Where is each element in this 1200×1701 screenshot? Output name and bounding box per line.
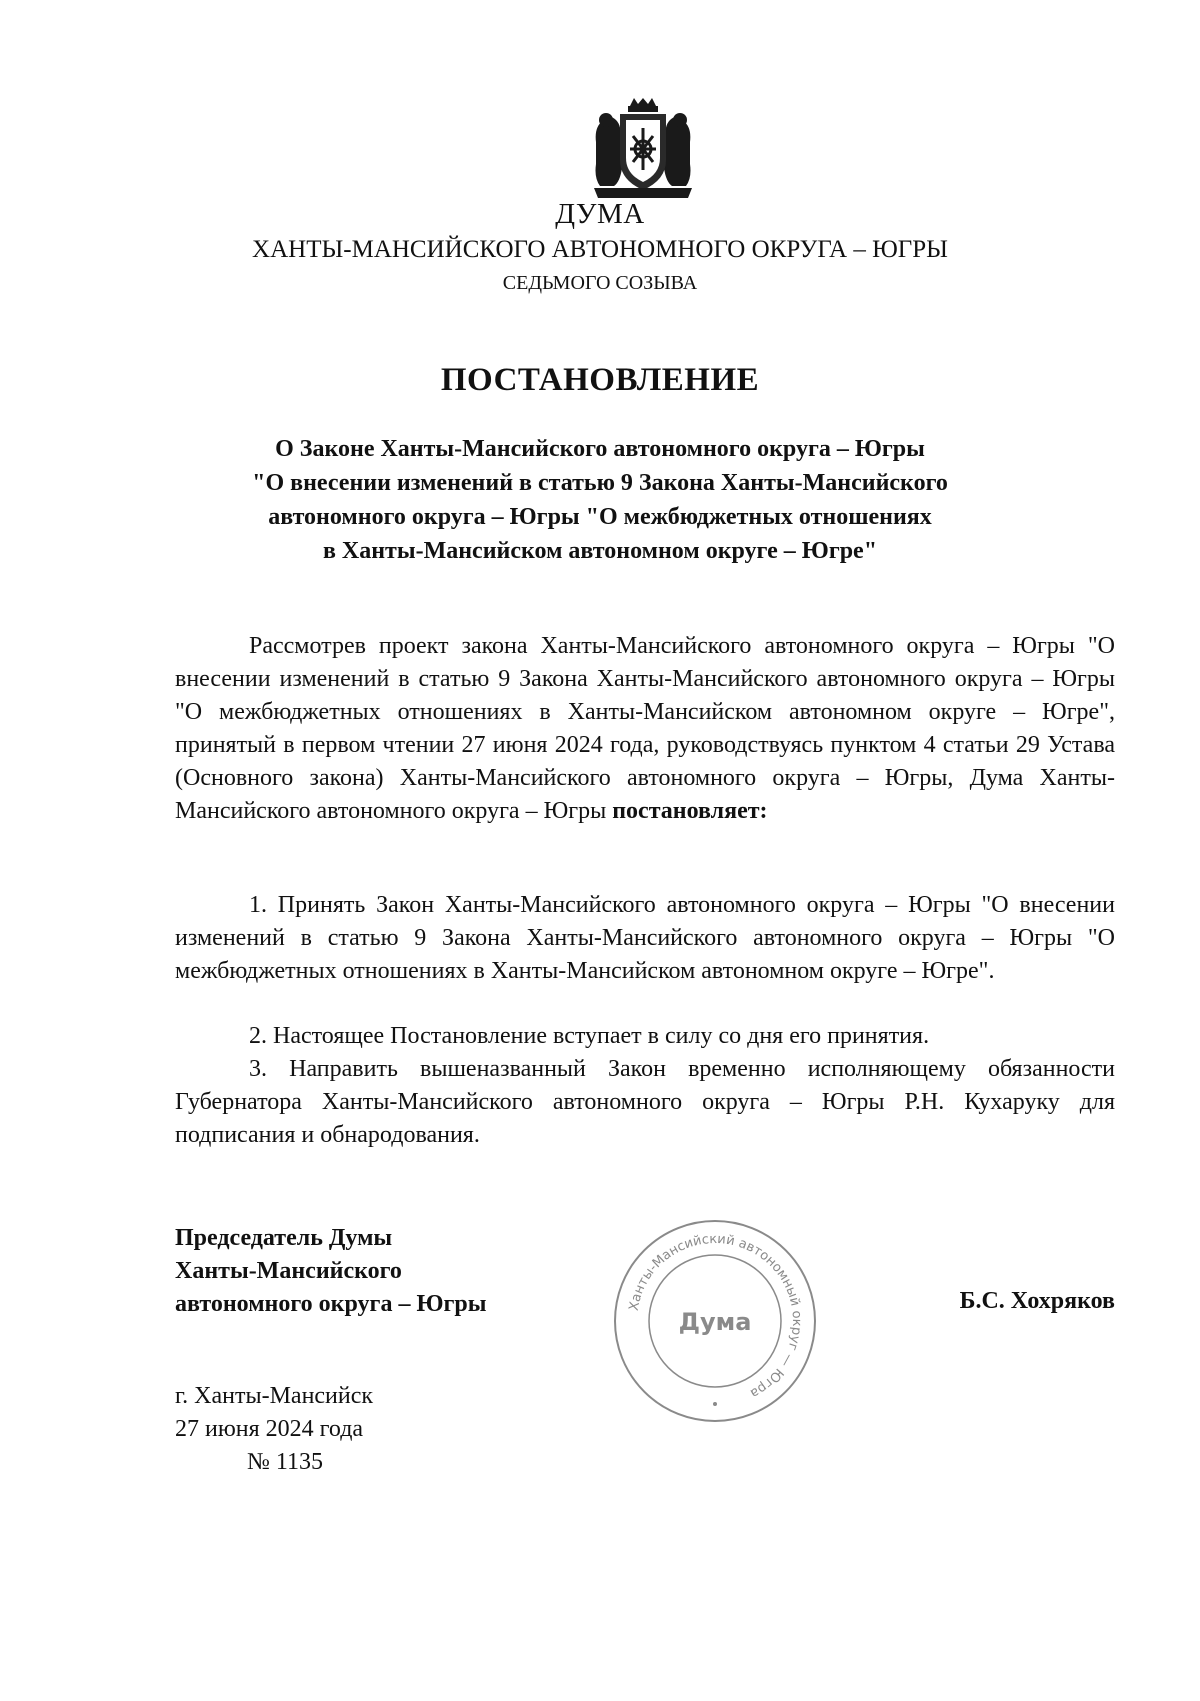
coat-of-arms-icon xyxy=(590,98,696,200)
document-number: № 1135 xyxy=(247,1449,324,1475)
seal-ring-text: Ханты-Мансийский автономный округ — Югра xyxy=(626,1231,805,1401)
place-date-block xyxy=(175,1380,373,1479)
convocation: СЕДЬМОГО СОЗЫВА xyxy=(502,272,698,294)
item-1: 1. Принять Закон Ханты-Мансийского автономного округа – Югры "О внесении изменений в статью 9 Закона Ханты-Мансийского автономного округа – Югры "О межбюджетных отношениях в Ханты-Мансийском автономном округе – Югре". xyxy=(175,892,1115,984)
signer-title-line: Ханты-Мансийского xyxy=(175,1258,402,1284)
item-2: 2. Настоящее Постановление вступает в силу со дня его принятия. xyxy=(249,1023,930,1049)
title-line: О Законе Ханты-Мансийского автономного округа – Югры xyxy=(275,436,925,462)
date: 27 июня 2024 года xyxy=(175,1416,364,1442)
preamble-paragraph xyxy=(175,630,1115,828)
resolves-word: постановляет: xyxy=(612,798,768,824)
signer-name: Б.С. Хохряков xyxy=(959,1288,1115,1314)
seal-center-text: Дума xyxy=(678,1308,752,1336)
org-full-name: ХАНТЫ-МАНСИЙСКОГО АВТОНОМНОГО ОКРУГА – ЮГРЫ xyxy=(252,236,948,263)
signer-title-line: Председатель Думы xyxy=(175,1225,393,1251)
org-short-name: ДУМА xyxy=(555,198,645,230)
preamble-text: Рассмотрев проект закона Ханты-Мансийского автономного округа – Югры "О внесении изменений в статью 9 Закона Ханты-Мансийского автономного округа – Югры "О межбюджетных отношениях в Ханты-Мансийском автономном округе – Югре", принятый в первом чтении 27 июня 2024 года, руководствуясь пунктом 4 статьи 29 Устава (Основного закона) Ханты-Мансийского автономного округа – Югры, Дума Ханты-Мансийского автономного округа – Югры xyxy=(175,633,1115,824)
signer-title-line: автономного округа – Югры xyxy=(175,1291,487,1317)
title-line: автономного округа – Югры "О межбюджетных отношениях xyxy=(268,504,932,530)
city: г. Ханты-Мансийск xyxy=(175,1383,374,1409)
item-3: 3. Направить вышеназванный Закон временно исполняющему обязанности Губернатора Ханты-Мансийского автономного округа – Югры Р.Н. Кухаруку для подписания и обнародования. xyxy=(175,1056,1115,1148)
signer-title xyxy=(175,1222,595,1321)
official-seal-icon xyxy=(610,1216,820,1426)
title-line: "О внесении изменений в статью 9 Закона Ханты-Мансийского xyxy=(252,470,948,496)
title-line: в Ханты-Мансийском автономном округе – Югре" xyxy=(322,538,878,564)
document-type: ПОСТАНОВЛЕНИЕ xyxy=(440,362,760,398)
document-title xyxy=(0,432,1200,568)
